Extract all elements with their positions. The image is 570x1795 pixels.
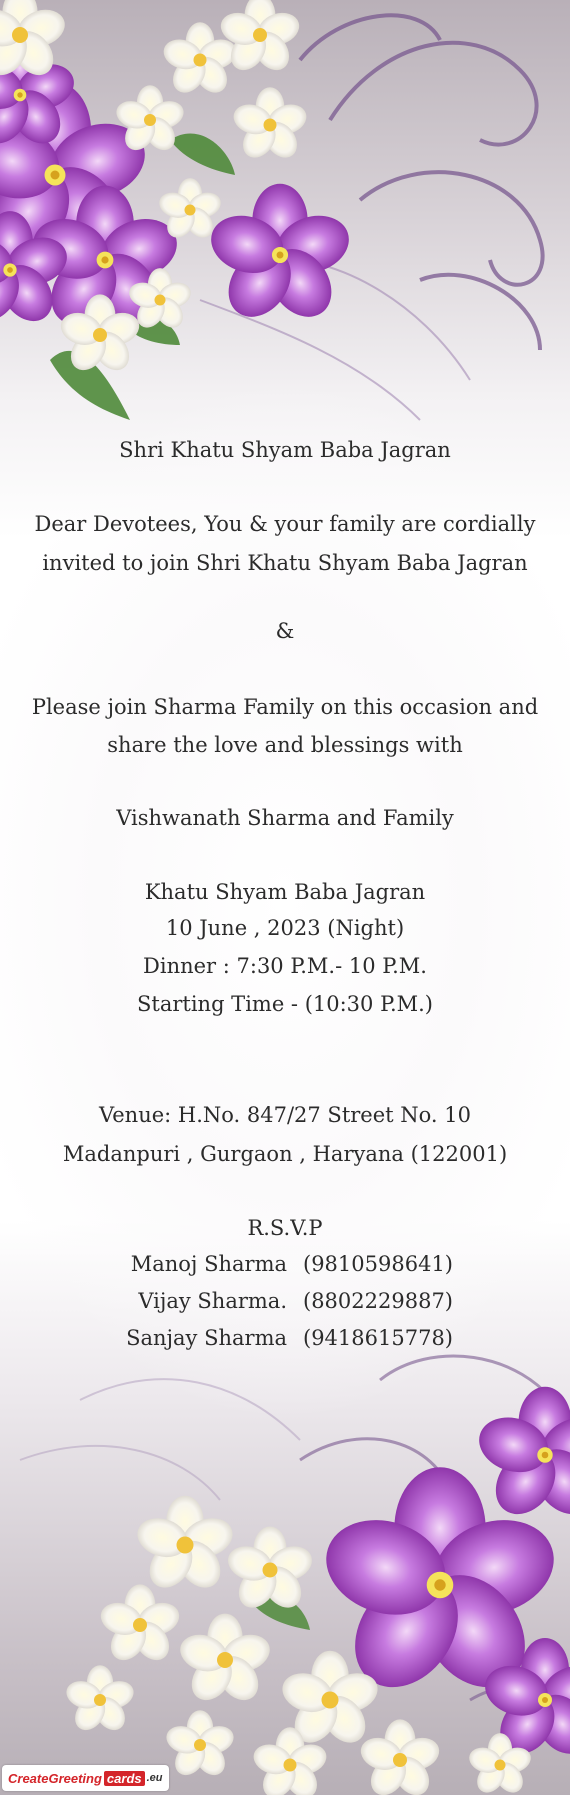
rsvp-phone: (8802229887) bbox=[303, 1289, 453, 1313]
logo-tld: .eu bbox=[146, 1772, 163, 1784]
rsvp-heading: R.S.V.P bbox=[247, 1216, 323, 1240]
greeting-line-1: Dear Devotees, You & your family are cordially bbox=[34, 512, 536, 536]
venue-line-1: Venue: H.No. 847/27 Street No. 10 bbox=[99, 1103, 471, 1127]
rsvp-name: Vijay Sharma. bbox=[138, 1289, 287, 1313]
logo-brand-text: CreateGreeting bbox=[8, 1770, 102, 1786]
rsvp-contact bbox=[0, 1321, 570, 1355]
rsvp-name: Manoj Sharma bbox=[130, 1252, 287, 1276]
rsvp-contact bbox=[0, 1284, 570, 1318]
ampersand: & bbox=[275, 619, 295, 643]
starting-time: Starting Time - (10:30 P.M.) bbox=[137, 992, 433, 1016]
createGreetingCards-logo[interactable] bbox=[2, 1765, 169, 1791]
greeting-line-2: invited to join Shri Khatu Shyam Baba Jagran bbox=[42, 551, 528, 575]
rsvp-contact bbox=[0, 1247, 570, 1281]
event-date: 10 June , 2023 (Night) bbox=[165, 916, 405, 940]
rsvp-name: Sanjay Sharma bbox=[126, 1326, 287, 1350]
join-line-2: share the love and blessings with bbox=[107, 733, 463, 757]
host-name: Vishwanath Sharma and Family bbox=[116, 806, 454, 830]
event-name: Khatu Shyam Baba Jagran bbox=[144, 880, 426, 904]
rsvp-phone: (9418615778) bbox=[303, 1326, 453, 1350]
invitation-title: Shri Khatu Shyam Baba Jagran bbox=[119, 438, 451, 462]
dinner-time: Dinner : 7:30 P.M.- 10 P.M. bbox=[143, 954, 427, 978]
rsvp-phone: (9810598641) bbox=[303, 1252, 453, 1276]
join-line-1: Please join Sharma Family on this occasion and bbox=[31, 695, 539, 719]
venue-line-2: Madanpuri , Gurgaon , Haryana (122001) bbox=[62, 1142, 508, 1166]
logo-brand-box: cards bbox=[104, 1771, 145, 1786]
